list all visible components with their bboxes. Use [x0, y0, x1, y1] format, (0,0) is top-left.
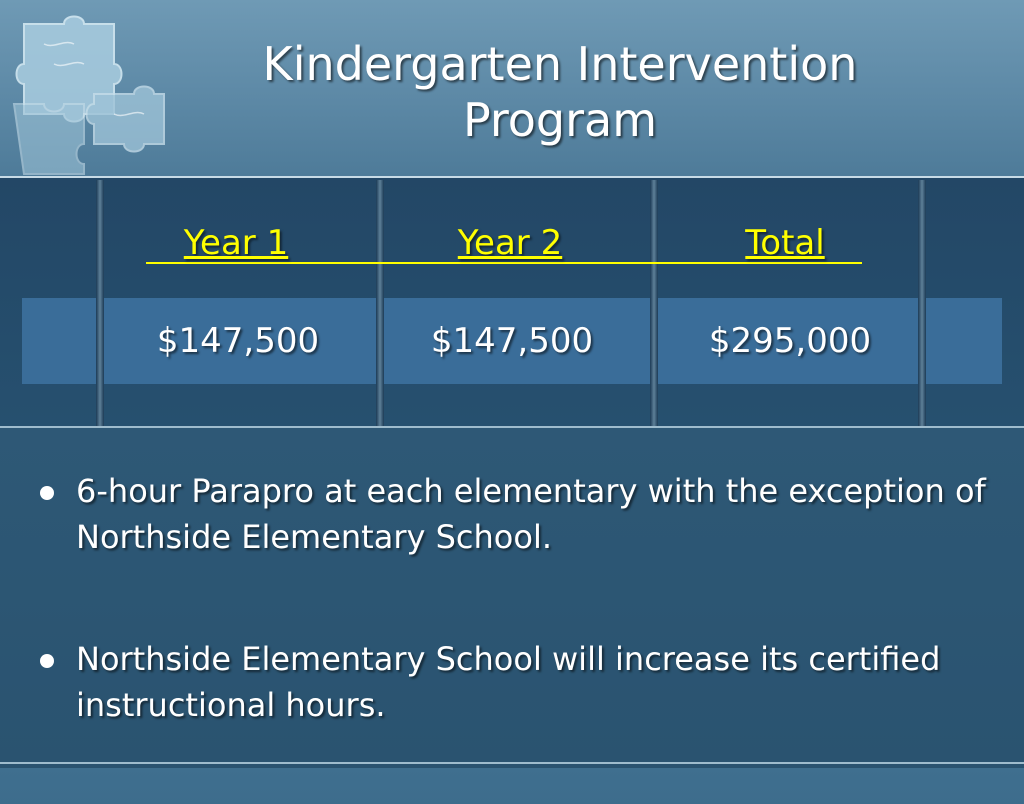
title-line-1: Kindergarten Intervention — [262, 37, 858, 91]
bullet-item — [30, 468, 990, 560]
bullet-dot-icon — [40, 654, 54, 668]
bullet-dot-icon — [40, 486, 54, 500]
value-total: $295,000 — [708, 321, 872, 361]
column-divider — [918, 180, 926, 426]
slide-title — [150, 36, 970, 148]
header-total: Total — [745, 223, 825, 263]
column-divider — [650, 180, 658, 426]
bullet-text: Northside Elementary School will increase its certified instructional hours. — [76, 640, 941, 724]
header-year-2: Year 2 — [457, 223, 563, 263]
bullet-text: 6-hour Parapro at each elementary with the exception of Northside Elementary School. — [76, 472, 986, 556]
value-year-1: $147,500 — [156, 321, 320, 361]
bullet-item — [30, 636, 990, 728]
column-divider — [96, 180, 104, 426]
value-year-2: $147,500 — [430, 321, 594, 361]
column-divider — [376, 180, 384, 426]
bullet-list — [30, 468, 990, 804]
puzzle-pieces-icon — [4, 4, 174, 184]
title-line-2: Program — [462, 93, 658, 147]
header-year-1: Year 1 — [183, 223, 289, 263]
